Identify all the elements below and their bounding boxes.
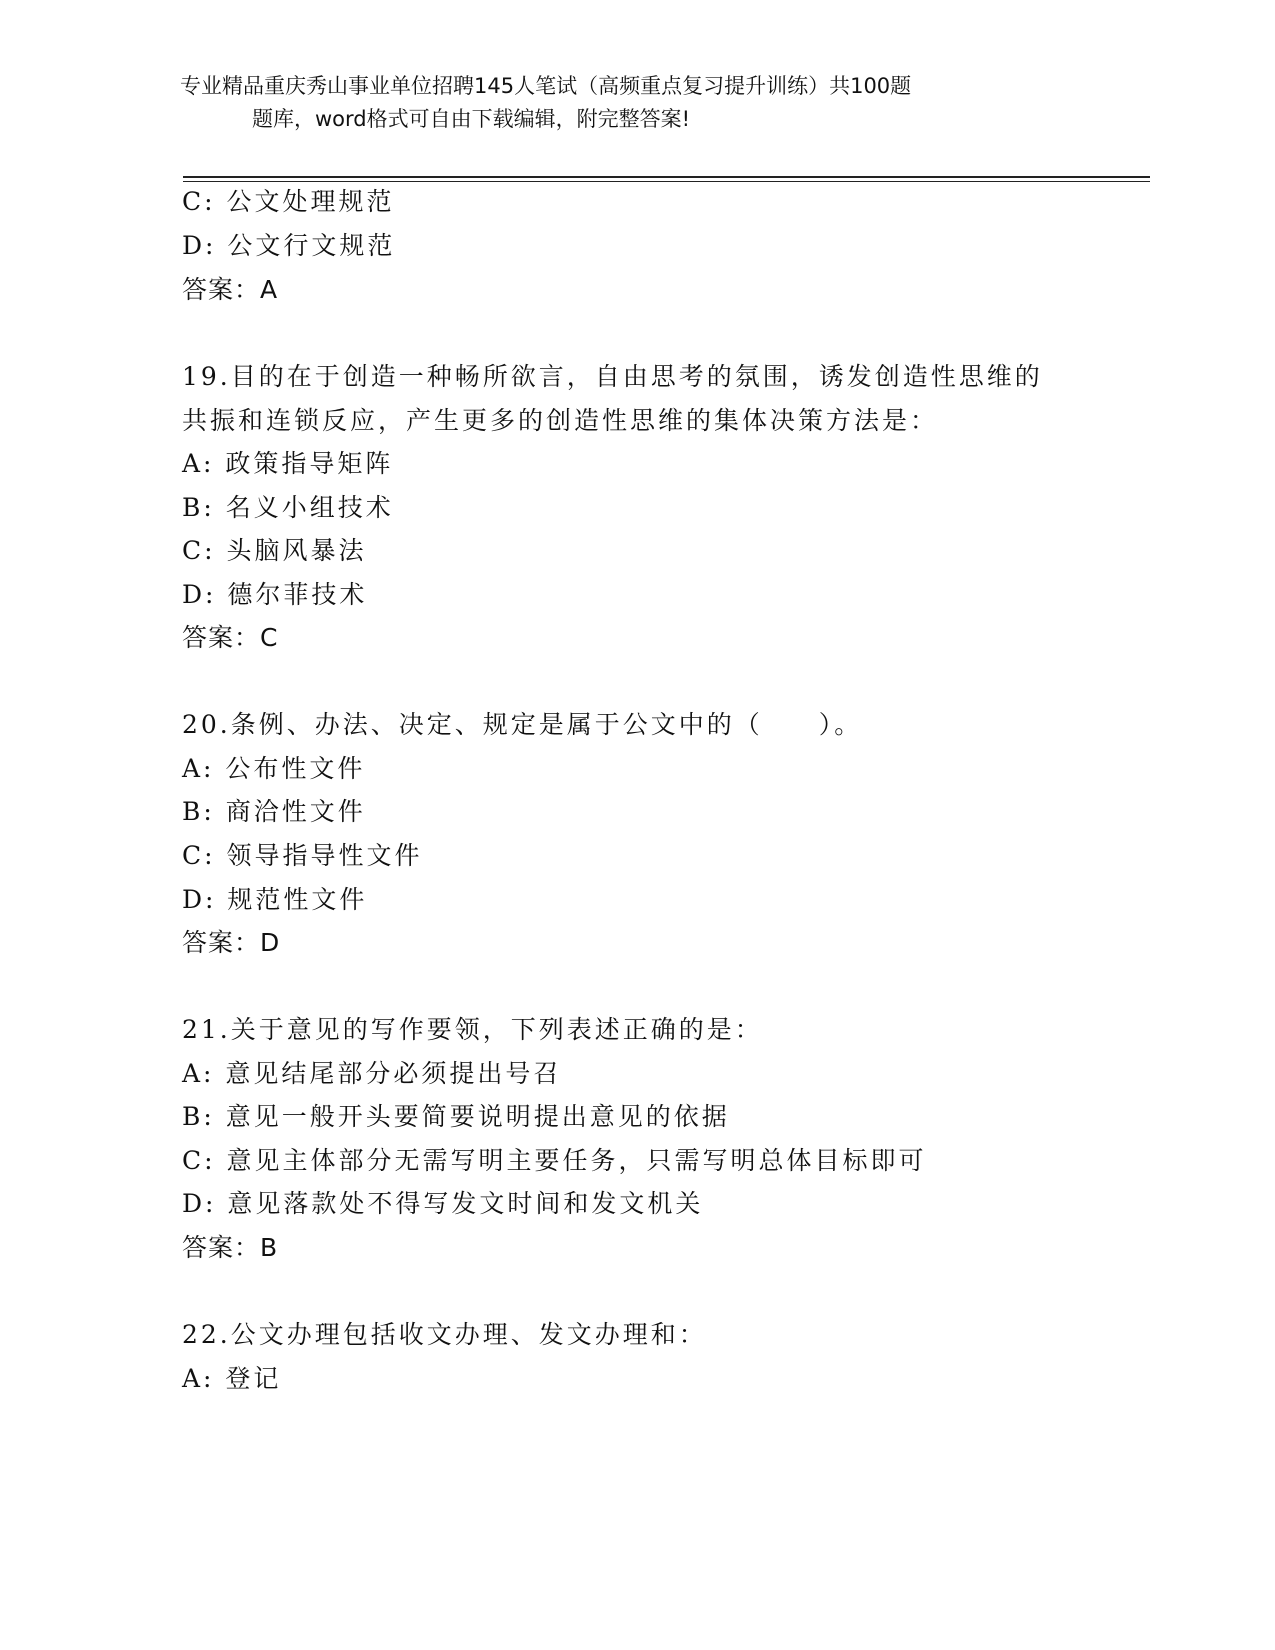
q18-option-d: D: 公文行文规范 bbox=[182, 231, 396, 260]
q20-answer: 答案：D bbox=[182, 928, 281, 957]
q21-option-d: D: 意见落款处不得写发文时间和发文机关 bbox=[182, 1189, 704, 1218]
document-header bbox=[180, 70, 1080, 136]
q18-answer: 答案：A bbox=[182, 275, 279, 304]
q20-option-a: A: 公布性文件 bbox=[182, 754, 366, 783]
q19-option-c: C: 头脑风暴法 bbox=[182, 536, 367, 565]
q19-option-d: D: 德尔菲技术 bbox=[182, 580, 368, 609]
header-title-line-2: 题库，word格式可自由下载编辑，附完整答案! bbox=[252, 107, 691, 131]
q19-answer: 答案：C bbox=[182, 623, 279, 652]
q21-answer: 答案：B bbox=[182, 1233, 279, 1262]
q21-option-a: A: 意见结尾部分必须提出号召 bbox=[182, 1059, 562, 1088]
q19-option-b: B: 名义小组技术 bbox=[182, 493, 394, 522]
q18-option-c: C: 公文处理规范 bbox=[182, 187, 395, 216]
header-divider-thin bbox=[183, 181, 1150, 182]
q22-option-a: A: 登记 bbox=[182, 1364, 282, 1393]
header-divider-thick bbox=[183, 176, 1150, 178]
header-title-line-1: 专业精品重庆秀山事业单位招聘145人笔试（高频重点复习提升训练）共100题 bbox=[180, 74, 912, 98]
q22-stem: 22.公文办理包括收文办理、发文办理和： bbox=[182, 1320, 707, 1349]
q21-option-c: C: 意见主体部分无需写明主要任务，只需写明总体目标即可 bbox=[182, 1146, 927, 1175]
q19-stem-line-1: 19.目的在于创造一种畅所欲言，自由思考的氛围，诱发创造性思维的 bbox=[182, 362, 1043, 391]
q20-option-c: C: 领导指导性文件 bbox=[182, 841, 423, 870]
q20-option-b: B: 商洽性文件 bbox=[182, 797, 366, 826]
q19-stem-line-2: 共振和连锁反应，产生更多的创造性思维的集体决策方法是： bbox=[182, 406, 939, 435]
q21-option-b: B: 意见一般开头要简要说明提出意见的依据 bbox=[182, 1102, 730, 1131]
q20-option-d: D: 规范性文件 bbox=[182, 885, 368, 914]
q21-stem: 21.关于意见的写作要领，下列表述正确的是： bbox=[182, 1015, 763, 1044]
q19-option-a: A: 政策指导矩阵 bbox=[182, 449, 394, 478]
q20-stem: 20.条例、办法、决定、规定是属于公文中的（ ）。 bbox=[182, 710, 863, 739]
